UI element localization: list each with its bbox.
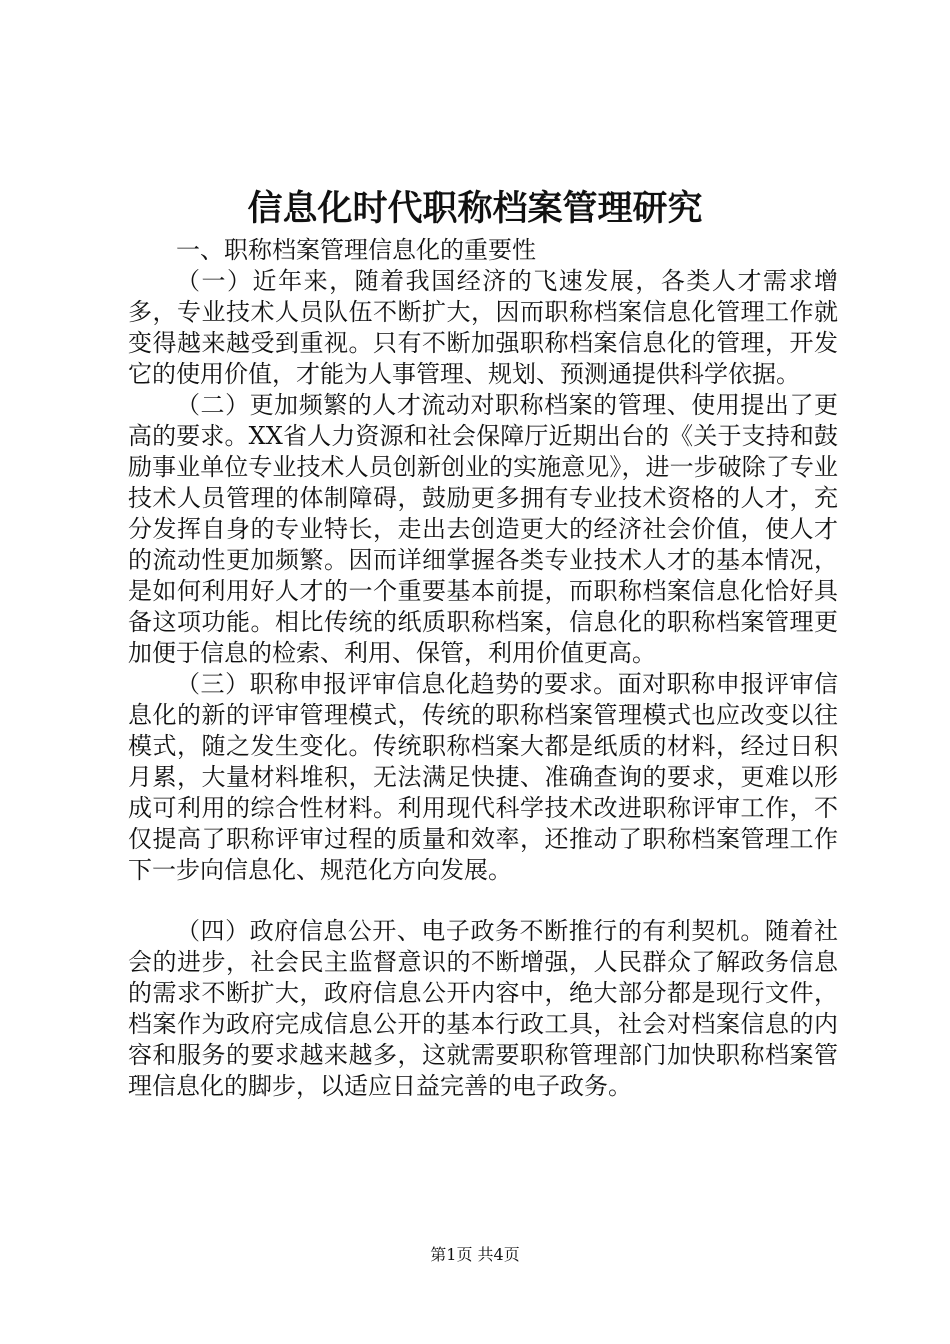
document-title: 信息化时代职称档案管理研究 bbox=[247, 188, 703, 229]
paragraph-2: （二）更加频繁的人才流动对职称档案的管理、使用提出了更高的要求。XX省人力资源和社会保障厅近期出台的《关于支持和鼓励事业单位专业技术人员创新创业的实施意见》，进一步破除了专业技术人员管理的体制障碍，鼓励更多拥有专业技术资格的人才，充分发挥自身的专业特长，走出去创造更大的经济社会价值，使人才的流动性更加频繁。因而详细掌握各类专业技术人才的基本情况，是如何利用好人才的一个重要基本前提，而职称档案信息化恰好具备这项功能。相比传统的纸质职称档案，信息化的职称档案管理更加便于信息的检索、利用、保管，利用价值更高。 bbox=[128, 391, 838, 667]
section-heading: 一、职称档案管理信息化的重要性 bbox=[176, 236, 536, 264]
page-number-footer: 第1页 共4页 bbox=[430, 1245, 520, 1264]
paragraph-4: （四）政府信息公开、电子政务不断推行的有利契机。随着社会的进步，社会民主监督意识的不断增强，人民群众了解政务信息的需求不断扩大，政府信息公开内容中，绝大部分都是现行文件，档案作为政府完成信息公开的基本行政工具，社会对档案信息的内容和服务的要求越来越多，这就需要职称管理部门加快职称档案管理信息化的脚步，以适应日益完善的电子政务。 bbox=[128, 917, 838, 1100]
document-body bbox=[128, 234, 838, 1102]
paragraph-1: （一）近年来，随着我国经济的飞速发展，各类人才需求增多，专业技术人员队伍不断扩大，因而职称档案信息化管理工作就变得越来越受到重视。只有不断加强职称档案信息化的管理，开发它的使用价值，才能为人事管理、规划、预测通提供科学依据。 bbox=[128, 267, 838, 388]
paragraph-3: （三）职称申报评审信息化趋势的要求。面对职称申报评审信息化的新的评审管理模式，传统的职称档案管理模式也应改变以往模式，随之发生变化。传统职称档案大都是纸质的材料，经过日积月累，大量材料堆积，无法满足快捷、准确查询的要求，更难以形成可利用的综合性材料。利用现代科学技术改进职称评审工作，不仅提高了职称评审过程的质量和效率，还推动了职称档案管理工作下一步向信息化、规范化方向发展。 bbox=[128, 670, 838, 884]
